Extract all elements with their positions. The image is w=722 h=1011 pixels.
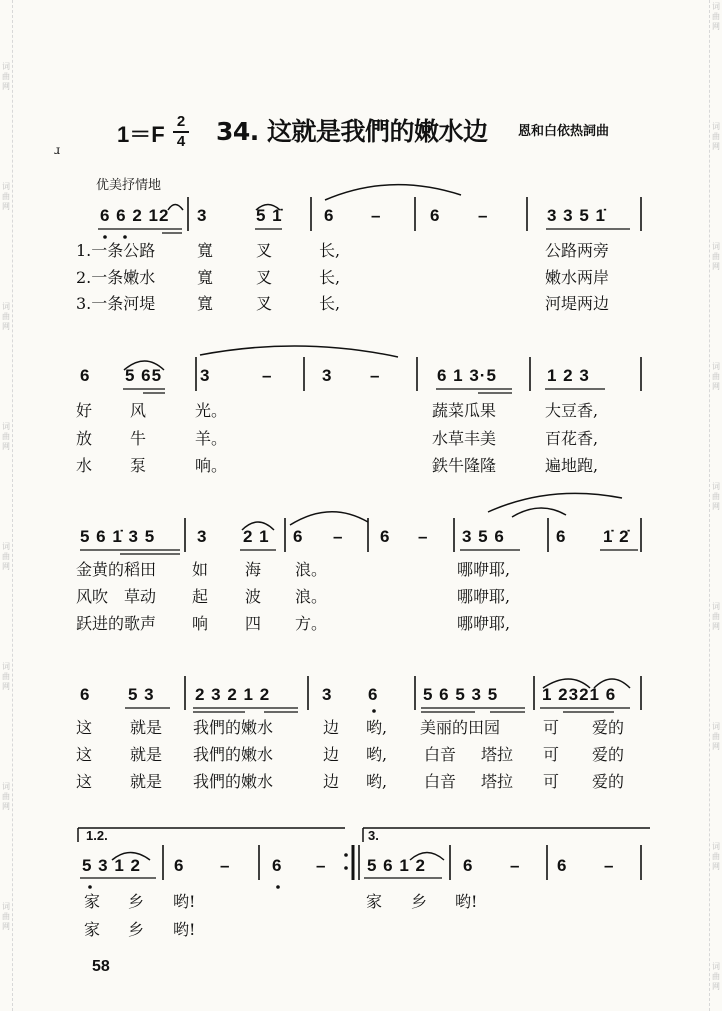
lyric-s3-v1-e: 哪咿耶, [457,560,511,579]
song-title: 34. 这就是我們的嫩水边 [216,117,488,146]
lyric-s1-v1-a: 1.一条公路 [76,241,156,260]
lyric-s4-v3-a: 这 [76,772,93,791]
watermark-text: 词曲网 [712,2,720,31]
lyric-s3-v2-d: 波 [245,587,262,606]
lyric-s5-v1-a: 家 [84,892,101,911]
lyric-s4-v2-i: 爱的 [592,745,625,764]
lyric-s5-v1-c: 哟! [173,892,196,911]
notes-s2-b2a: 3 [200,366,211,385]
notes-s5-b4: 5 6 1 2 [367,856,426,875]
lyric-s4-v3-e: 哟, [366,772,388,791]
lyric-s4-v3-h: 可 [543,772,560,791]
lyric-s3-v1-b: 如 [192,560,209,579]
watermark-text: 词曲网 [712,122,720,151]
notes-s3-b2b: 2 1 [243,527,270,546]
lyric-s1-v1-e: 公路两旁 [545,241,610,260]
notes-s1-b2b: 5 1̇ [256,206,283,225]
lyric-s4-v2-b: 就是 [130,745,163,764]
notes-s2-b4: 6 1 3·5 [437,366,497,385]
lyric-s4-v1-c: 我們的嫩水 [193,718,274,737]
page-number: 58 [92,958,110,975]
notes-s2-b3a: 3 [322,366,333,385]
lyric-s2-v3-a: 水 [76,456,93,475]
lyric-s5-v2-c: 哟! [173,920,196,939]
lyric-s2-v1-d: 蔬菜瓜果 [432,401,497,420]
notes-s1-b2a: 3 [197,206,208,225]
lyric-s3-v1-c: 海 [245,560,262,579]
lyric-s2-v2-a: 放 [76,429,93,448]
lyric-s5-v1-e: 乡 [411,892,428,911]
time-signature-bottom: 4 [176,133,186,150]
notes-s1-b3b: – [371,206,382,225]
lyric-s4-v1-d: 边 [323,718,340,737]
lyric-s3-v2-e: 浪。 [295,587,328,606]
lyric-s1-v3-b: 寬 [197,294,214,313]
key-signature: 1＝F [117,122,165,147]
lyric-s1-v3-a: 3.一条河堤 [76,294,156,313]
lyric-s3-v3-c: 四 [245,614,262,633]
notes-s5-b3b: – [316,856,327,875]
lyric-s1-v2-b: 寬 [197,268,214,287]
lyric-s3-v3-a: 跃进的歌声 [76,614,157,633]
lyric-s3-v2-c: 起 [192,587,209,606]
watermark-text: 词曲网 [712,842,720,871]
lyric-s1-v3-e: 河堤两边 [545,294,610,313]
notes-s5-b6a: 6 [557,856,568,875]
lyric-s2-v3-c: 响。 [195,456,228,475]
lyric-s1-v2-d: 长, [319,268,341,287]
notes-s2-b1a: 6 [80,366,91,385]
lyric-s1-v3-d: 长, [319,294,341,313]
lyric-s3-v2-f: 哪咿耶, [457,587,511,606]
notes-s5-b2b: – [220,856,231,875]
lyric-s4-v2-e: 哟, [366,745,388,764]
lyric-s3-v3-d: 方。 [295,614,328,633]
lyric-s4-v2-c: 我們的嫩水 [193,745,274,764]
watermark-text: 词曲网 [712,362,720,391]
notes-s3-b4b: – [418,527,429,546]
watermark-text: 词曲网 [712,242,720,271]
lyric-s2-v3-e: 遍地跑, [545,456,599,475]
watermark-text: 词曲网 [2,302,10,331]
lyric-s4-v2-g: 塔拉 [481,745,514,764]
watermark-text: 词曲网 [712,482,720,511]
notes-s5-b6b: – [604,856,615,875]
lyric-s2-v2-b: 牛 [130,429,147,448]
notes-s1-b3a: 6 [324,206,335,225]
lyric-s5-v1-f: 哟! [455,892,478,911]
notes-s2-b2b: – [262,366,273,385]
notes-s1-b4a: 6 [430,206,441,225]
notes-s3-b6a: 6 [556,527,567,546]
notes-s1-b5: 3 3 5 1̇ [547,206,606,225]
notes-s3-b3b: – [333,527,344,546]
lyric-s5-v2-b: 乡 [128,920,145,939]
watermark-text: 词曲网 [2,662,10,691]
lyric-s4-v3-b: 就是 [130,772,163,791]
notes-s2-b3b: – [370,366,381,385]
lyric-s4-v2-f: 白音 [424,745,457,764]
lyric-s4-v1-f: 美丽的田园 [420,718,501,737]
watermark-text: 词曲网 [2,182,10,211]
lyric-s3-v2-b: 草动 [124,587,157,606]
notes-s3-b5: 3 5 6 [462,527,505,546]
volta-first-ending: 1.2. [86,828,108,843]
lyric-s4-v1-a: 这 [76,718,93,737]
notes-s3-b3a: 6 [293,527,304,546]
lyric-s3-v3-e: 哪咿耶, [457,614,511,633]
lyric-s1-v2-c: 叉 [256,268,273,287]
watermark-text: 词曲网 [2,62,10,91]
lyric-s4-v1-e: 哟, [366,718,388,737]
lyric-s1-v1-c: 叉 [256,241,273,260]
lyric-s3-v3-b: 响 [192,614,209,633]
watermark-text: 词曲网 [712,962,720,991]
lyric-s2-v1-b: 风 [130,401,147,420]
notes-s4-b3b: 6 [368,685,379,704]
lyric-s4-v3-d: 边 [323,772,340,791]
lyric-s5-v2-a: 家 [84,920,101,939]
watermark-text: 词曲网 [2,542,10,571]
lyric-s2-v1-c: 光。 [195,401,228,420]
notes-s3-b4a: 6 [380,527,391,546]
lyric-s4-v1-h: 爱的 [592,718,625,737]
volta-second-ending: 3. [368,828,379,843]
notes-s2-b5: 1 2 3 [547,366,590,385]
lyric-s2-v2-e: 百花香, [545,429,599,448]
lyric-s4-v1-g: 可 [543,718,560,737]
notes-s3-b6b: 1̇ 2̇ [603,527,630,546]
lyric-s4-v2-h: 可 [543,745,560,764]
watermark-text: 词曲网 [2,902,10,931]
notes-s1-b1: 6 6 2 12 [100,206,170,225]
time-signature-top: 2 [176,113,186,130]
notes-s4-b3a: 3 [322,685,333,704]
watermark-text: 词曲网 [2,782,10,811]
lyric-s2-v3-d: 鉄牛隆隆 [432,456,497,475]
notes-s2-b1b: 5 65 [125,366,163,385]
lyric-s2-v2-c: 羊。 [195,429,228,448]
lyric-s1-v2-a: 2.一条嫩水 [76,268,156,287]
lyric-s4-v3-i: 爱的 [592,772,625,791]
lyric-s5-v1-b: 乡 [128,892,145,911]
notes-s4-b1b: 5 3 [128,685,155,704]
watermark-text: 词曲网 [2,422,10,451]
notes-s5-b5b: – [510,856,521,875]
watermark-text: 词曲网 [712,602,720,631]
lyric-s3-v2-a: 风吹 [76,587,109,606]
notes-s5-b3a: 6 [272,856,283,875]
lyric-s1-v1-d: 长, [319,241,341,260]
tempo-marking: 优美抒情地 [96,178,162,193]
lyric-s1-v1-b: 寬 [197,241,214,260]
notes-s1-b4b: – [478,206,489,225]
lyric-s2-v1-a: 好 [76,401,93,420]
watermark-text: 词曲网 [712,722,720,751]
notes-s3-b1: 5 6 1̇ 3 5 [80,527,156,546]
notes-s3-b2a: 3 [197,527,208,546]
lyric-s1-v2-e: 嫩水两岸 [545,268,610,287]
notes-s4-b5: 1 2321 6 [542,685,617,704]
lyric-s5-v1-d: 家 [366,892,383,911]
lyric-s2-v1-e: 大豆香, [545,401,599,420]
lyric-s4-v3-f: 白音 [424,772,457,791]
composer-credit: 恩和白依热詞曲 [518,124,610,139]
lyric-s4-v3-c: 我們的嫩水 [193,772,274,791]
notes-s5-b2a: 6 [174,856,185,875]
notes-s5-b5a: 6 [463,856,474,875]
lyric-s2-v2-d: 水草丰美 [432,429,497,448]
lyric-s2-v3-b: 泵 [130,456,147,475]
lyric-s1-v3-c: 叉 [256,294,273,313]
notes-s4-b1a: 6 [80,685,91,704]
lyric-s4-v2-a: 这 [76,745,93,764]
lyric-s4-v3-g: 塔拉 [481,772,514,791]
lyric-s4-v2-d: 边 [323,745,340,764]
lyric-s4-v1-b: 就是 [130,718,163,737]
notes-s4-b2: 2 3 2 1 2 [195,685,271,704]
margin-mark: ɹ [54,143,61,157]
notes-s4-b4: 5 6 5 3 5 [423,685,499,704]
lyric-s3-v1-a: 金黄的稻田 [76,560,157,579]
notes-s5-b1: 5 3 1 2 [82,856,141,875]
lyric-s3-v1-d: 浪。 [295,560,328,579]
